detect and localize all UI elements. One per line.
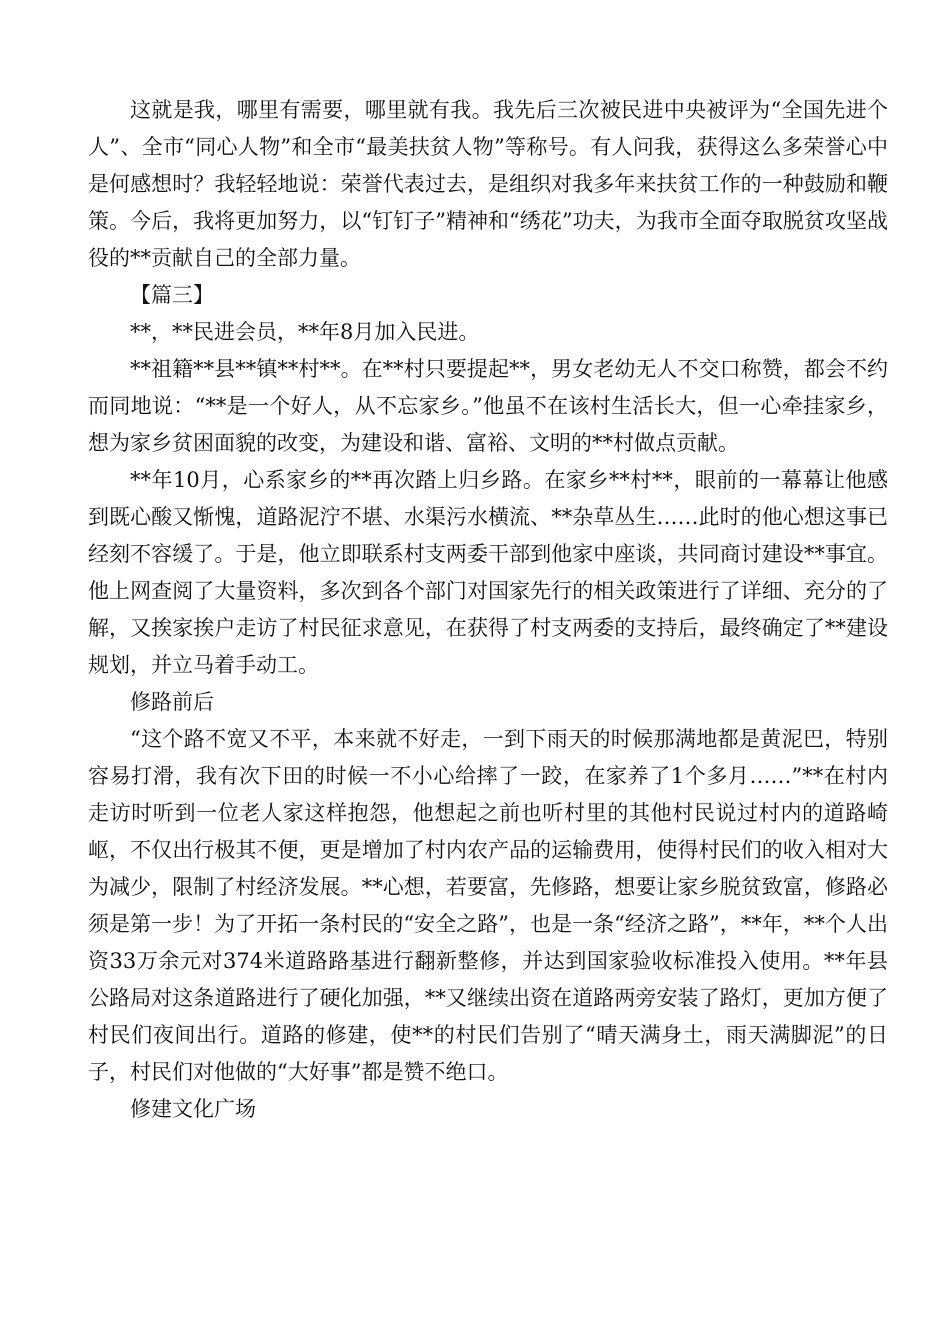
paragraph-return-home: **年10月，心系家乡的**再次踏上归乡路。在家乡**村**，眼前的一幕幕让他感到既心酸又惭愧，道路泥泞不堪、水渠污水横流、**杂草丛生……此时的他心想这事已经刻不容缓了。于是，他立即联系村支两委干部到他家中座谈，共同商讨建设**事宜。他上网查阅了大量资料，多次到各个部门对国家先行的相关政策进行了详细、充分的了解，又挨家挨户走访了村民征求意见，在获得了村支两委的支持后，最终确定了**建设规划，并立马着手动工。 bbox=[88, 468, 888, 677]
subheading-road-repair: 修路前后 bbox=[130, 690, 214, 714]
paragraph-intro-closing: 这就是我，哪里有需要，哪里就有我。我先后三次被民进中央被评为“全国先进个人”、全市“同心人物”和全市“最美扶贫人物”等称号。有人问我，获得这么多荣誉心中是何感想时？我轻轻地说：荣誉代表过去，是组织对我多年来扶贫工作的一种鼓励和鞭策。今后，我将更加努力，以“钉钉子”精神和“绣花”功夫，为我市全面夺取脱贫攻坚战役的**贡献自己的全部力量。 bbox=[88, 98, 888, 270]
paragraph-member-info: **，**民进会员，**年8月加入民进。 bbox=[130, 320, 480, 344]
document-page bbox=[88, 92, 888, 1128]
paragraph-road-repair: “这个路不宽又不平，本来就不好走，一到下雨天的时候那满地都是黄泥巴，特别容易打滑，我有次下田的时候一不小心给摔了一跤，在家养了1个多月……”**在村内走访时听到一位老人家这样抱怨，他想起之前也听村里的其他村民说过村内的道路崎岖，不仅出行极其不便，更是增加了村内农产品的运输费用，使得村民们的收入相对大为减少，限制了村经济发展。**心想，若要富，先修路，想要让家乡脱贫致富，修路必须是第一步！为了开拓一条村民的“安全之路”，也是一条“经济之路”，**年，**个人出资33万余元对374米道路路基进行翻新整修，并达到国家验收标准投入使用。**年县公路局对这条道路进行了硬化加强，**又继续出资在道路两旁安装了路灯，更加方便了村民们夜间出行。道路的修建，使**的村民们告别了“晴天满身土，雨天满脚泥”的日子，村民们对他做的“大好事”都是赞不绝口。 bbox=[88, 727, 888, 1084]
paragraph-hometown: **祖籍**县**镇**村**。在**村只要提起**，男女老幼无人不交口称赞，都会不约而同地说：“**是一个好人，从不忘家乡。”他虽不在该村生活长大，但一心牵挂家乡，想为家乡贫困面貌的改变，为建设和谐、富裕、文明的**村做点贡献。 bbox=[88, 357, 888, 455]
section-heading-part-three: 【篇三】 bbox=[130, 283, 214, 307]
subheading-culture-square: 修建文化广场 bbox=[130, 1097, 256, 1121]
